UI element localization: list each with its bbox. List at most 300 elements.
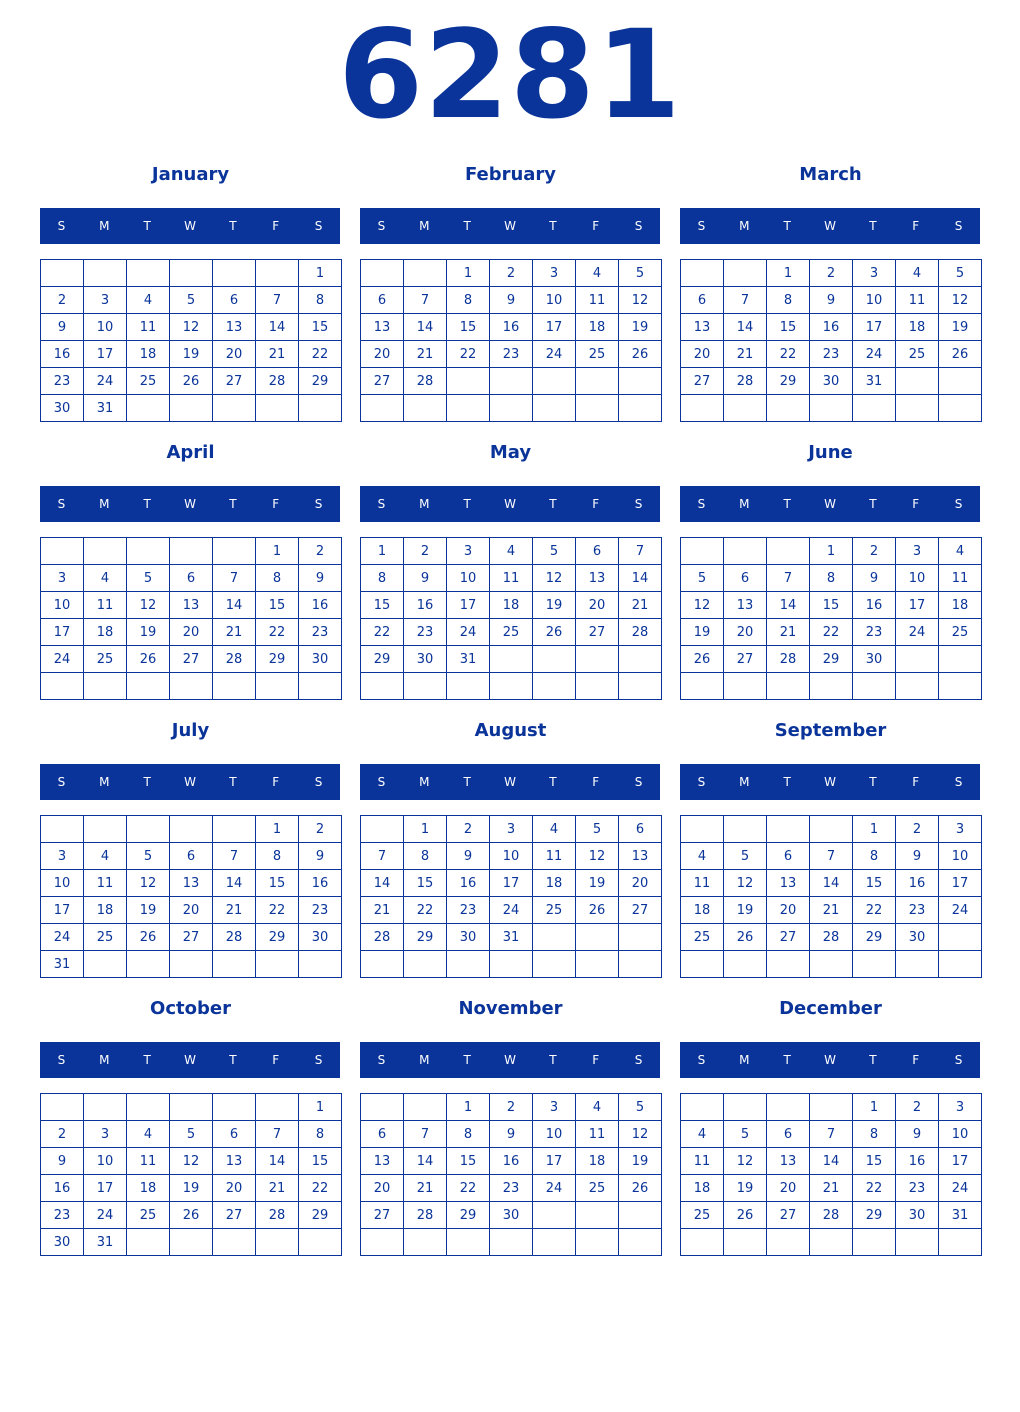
- day-cell: 19: [681, 619, 724, 646]
- day-cell: 12: [127, 870, 170, 897]
- day-cell: 5: [170, 1121, 213, 1148]
- week-row: [681, 619, 982, 646]
- day-cell: 6: [767, 843, 810, 870]
- day-cell: 28: [256, 1202, 299, 1229]
- empty-day-cell: [533, 924, 576, 951]
- day-cell: 12: [170, 314, 213, 341]
- empty-day-cell: [896, 673, 939, 700]
- week-row: [41, 1094, 342, 1121]
- week-row: [41, 287, 342, 314]
- empty-day-cell: [490, 673, 533, 700]
- week-row: [681, 1202, 982, 1229]
- day-cell: 4: [84, 565, 127, 592]
- day-cell: 24: [939, 1175, 982, 1202]
- day-cell: 6: [170, 565, 213, 592]
- week-row: [41, 1175, 342, 1202]
- day-cell: 9: [41, 314, 84, 341]
- day-cell: 13: [170, 870, 213, 897]
- weekday-label: W: [504, 497, 516, 511]
- day-cell: 10: [447, 565, 490, 592]
- day-cell: 27: [724, 646, 767, 673]
- day-cell: 8: [767, 287, 810, 314]
- weekday-label: M: [739, 775, 750, 789]
- day-cell: 31: [490, 924, 533, 951]
- empty-day-cell: [724, 260, 767, 287]
- day-cell: 28: [213, 924, 256, 951]
- empty-day-cell: [170, 673, 213, 700]
- day-cell: 27: [576, 619, 619, 646]
- week-row: [681, 870, 982, 897]
- day-cell: 16: [490, 1148, 533, 1175]
- day-cell: 14: [213, 592, 256, 619]
- empty-day-cell: [299, 951, 342, 978]
- weekday-label: M: [739, 219, 750, 233]
- weekday-label: M: [419, 219, 430, 233]
- day-cell: 10: [853, 287, 896, 314]
- week-row: [681, 646, 982, 673]
- day-cell: 30: [41, 395, 84, 422]
- week-row: [41, 1229, 342, 1256]
- day-grid: [680, 259, 982, 422]
- empty-day-cell: [127, 395, 170, 422]
- day-cell: 10: [84, 314, 127, 341]
- weekday-label: W: [504, 219, 516, 233]
- day-cell: 25: [127, 368, 170, 395]
- weekday-label: W: [184, 497, 196, 511]
- empty-day-cell: [767, 951, 810, 978]
- weekday-label: F: [592, 775, 600, 789]
- weekday-label: W: [504, 775, 516, 789]
- week-row: [681, 897, 982, 924]
- weekday-label: W: [824, 1053, 836, 1067]
- day-cell: 21: [810, 1175, 853, 1202]
- day-cell: 14: [361, 870, 404, 897]
- weekday-label: S: [697, 1053, 706, 1067]
- day-cell: 9: [853, 565, 896, 592]
- day-cell: 29: [256, 646, 299, 673]
- day-cell: 14: [213, 870, 256, 897]
- empty-day-cell: [447, 951, 490, 978]
- day-cell: 25: [127, 1202, 170, 1229]
- day-cell: 15: [810, 592, 853, 619]
- week-row: [361, 538, 662, 565]
- day-cell: 24: [41, 924, 84, 951]
- week-row: [681, 287, 982, 314]
- day-cell: 19: [533, 592, 576, 619]
- day-cell: 11: [84, 592, 127, 619]
- day-cell: 20: [619, 870, 662, 897]
- day-cell: 17: [41, 897, 84, 924]
- day-cell: 20: [361, 1175, 404, 1202]
- week-row: [361, 341, 662, 368]
- day-cell: 13: [361, 314, 404, 341]
- week-row: [361, 287, 662, 314]
- empty-day-cell: [576, 395, 619, 422]
- day-cell: 21: [361, 897, 404, 924]
- day-cell: 30: [299, 646, 342, 673]
- day-cell: 6: [576, 538, 619, 565]
- day-cell: 28: [361, 924, 404, 951]
- day-cell: 26: [170, 1202, 213, 1229]
- week-row: [681, 816, 982, 843]
- day-cell: 12: [170, 1148, 213, 1175]
- weekday-label: F: [272, 219, 280, 233]
- day-cell: 20: [724, 619, 767, 646]
- empty-day-cell: [767, 1094, 810, 1121]
- day-cell: 22: [256, 897, 299, 924]
- week-row: [41, 816, 342, 843]
- empty-day-cell: [619, 673, 662, 700]
- day-cell: 17: [490, 870, 533, 897]
- week-row: [41, 951, 342, 978]
- weekday-label: T: [869, 775, 877, 789]
- day-cell: 30: [896, 924, 939, 951]
- weekday-label: M: [99, 775, 110, 789]
- month-title: June: [808, 442, 853, 463]
- day-cell: 31: [939, 1202, 982, 1229]
- weekday-label: T: [549, 219, 557, 233]
- weekday-label: S: [697, 775, 706, 789]
- empty-day-cell: [896, 395, 939, 422]
- day-cell: 25: [490, 619, 533, 646]
- day-cell: 24: [41, 646, 84, 673]
- weekday-header: [360, 764, 660, 800]
- empty-day-cell: [576, 1229, 619, 1256]
- day-cell: 8: [853, 843, 896, 870]
- week-row: [41, 1148, 342, 1175]
- day-cell: 6: [213, 287, 256, 314]
- empty-day-cell: [767, 1229, 810, 1256]
- empty-day-cell: [213, 816, 256, 843]
- day-cell: 13: [576, 565, 619, 592]
- weekday-label: S: [954, 497, 963, 511]
- day-cell: 21: [619, 592, 662, 619]
- day-cell: 5: [619, 260, 662, 287]
- day-cell: 5: [127, 843, 170, 870]
- empty-day-cell: [576, 924, 619, 951]
- week-row: [361, 592, 662, 619]
- day-cell: 15: [361, 592, 404, 619]
- week-row: [361, 673, 662, 700]
- day-cell: 17: [533, 314, 576, 341]
- day-cell: 23: [41, 368, 84, 395]
- empty-day-cell: [490, 368, 533, 395]
- weekday-label: T: [869, 1053, 877, 1067]
- day-cell: 23: [299, 897, 342, 924]
- week-row: [41, 260, 342, 287]
- weekday-label: S: [954, 219, 963, 233]
- day-cell: 17: [533, 1148, 576, 1175]
- empty-day-cell: [447, 395, 490, 422]
- week-row: [681, 565, 982, 592]
- weekday-label: F: [272, 1053, 280, 1067]
- day-cell: 11: [127, 1148, 170, 1175]
- day-cell: 10: [41, 870, 84, 897]
- day-cell: 18: [533, 870, 576, 897]
- day-cell: 6: [681, 287, 724, 314]
- day-cell: 3: [939, 1094, 982, 1121]
- day-cell: 11: [490, 565, 533, 592]
- day-cell: 9: [490, 287, 533, 314]
- day-cell: 15: [404, 870, 447, 897]
- empty-day-cell: [810, 951, 853, 978]
- day-cell: 5: [939, 260, 982, 287]
- day-cell: 14: [810, 1148, 853, 1175]
- day-cell: 13: [619, 843, 662, 870]
- month-title: May: [489, 442, 532, 463]
- empty-day-cell: [256, 1229, 299, 1256]
- weekday-label: T: [783, 1053, 791, 1067]
- weekday-label: T: [143, 497, 151, 511]
- day-cell: 22: [361, 619, 404, 646]
- empty-day-cell: [127, 538, 170, 565]
- empty-day-cell: [361, 260, 404, 287]
- empty-day-cell: [681, 538, 724, 565]
- empty-day-cell: [84, 673, 127, 700]
- day-cell: 27: [213, 368, 256, 395]
- week-row: [361, 1229, 662, 1256]
- day-cell: 20: [170, 619, 213, 646]
- day-cell: 8: [256, 843, 299, 870]
- day-cell: 3: [447, 538, 490, 565]
- day-cell: 14: [767, 592, 810, 619]
- month-title: July: [171, 720, 210, 741]
- weekday-label: F: [592, 497, 600, 511]
- day-cell: 17: [853, 314, 896, 341]
- empty-day-cell: [767, 538, 810, 565]
- empty-day-cell: [170, 395, 213, 422]
- empty-day-cell: [576, 951, 619, 978]
- day-cell: 9: [299, 565, 342, 592]
- day-cell: 9: [447, 843, 490, 870]
- week-row: [681, 395, 982, 422]
- empty-day-cell: [213, 1229, 256, 1256]
- day-cell: 16: [490, 314, 533, 341]
- week-row: [681, 924, 982, 951]
- day-cell: 24: [896, 619, 939, 646]
- week-row: [681, 260, 982, 287]
- day-cell: 21: [213, 619, 256, 646]
- empty-day-cell: [127, 951, 170, 978]
- day-cell: 4: [576, 1094, 619, 1121]
- day-cell: 9: [810, 287, 853, 314]
- weekday-header: [680, 1042, 980, 1078]
- day-cell: 30: [810, 368, 853, 395]
- week-row: [41, 673, 342, 700]
- day-cell: 3: [896, 538, 939, 565]
- empty-day-cell: [619, 368, 662, 395]
- day-cell: 28: [724, 368, 767, 395]
- weekday-label: S: [57, 775, 66, 789]
- weekday-label: M: [739, 497, 750, 511]
- week-row: [361, 897, 662, 924]
- day-cell: 2: [853, 538, 896, 565]
- empty-day-cell: [619, 1229, 662, 1256]
- day-cell: 17: [447, 592, 490, 619]
- empty-day-cell: [619, 646, 662, 673]
- empty-day-cell: [361, 1094, 404, 1121]
- empty-day-cell: [619, 951, 662, 978]
- week-row: [681, 1094, 982, 1121]
- month-title: April: [166, 442, 215, 463]
- day-cell: 25: [533, 897, 576, 924]
- day-cell: 4: [939, 538, 982, 565]
- week-row: [361, 843, 662, 870]
- weekday-label: F: [272, 497, 280, 511]
- weekday-label: S: [57, 1053, 66, 1067]
- day-cell: 16: [810, 314, 853, 341]
- day-cell: 25: [681, 924, 724, 951]
- year-title: 6281: [338, 4, 682, 146]
- day-cell: 31: [853, 368, 896, 395]
- day-cell: 23: [896, 1175, 939, 1202]
- week-row: [41, 538, 342, 565]
- day-cell: 6: [170, 843, 213, 870]
- week-row: [41, 395, 342, 422]
- day-cell: 19: [619, 1148, 662, 1175]
- day-cell: 13: [681, 314, 724, 341]
- weekday-label: T: [229, 1053, 237, 1067]
- day-cell: 26: [619, 1175, 662, 1202]
- day-cell: 28: [619, 619, 662, 646]
- weekday-label: S: [377, 497, 386, 511]
- empty-day-cell: [170, 1229, 213, 1256]
- day-cell: 2: [299, 538, 342, 565]
- empty-day-cell: [576, 368, 619, 395]
- empty-day-cell: [256, 260, 299, 287]
- empty-day-cell: [361, 816, 404, 843]
- empty-day-cell: [170, 816, 213, 843]
- day-cell: 7: [256, 1121, 299, 1148]
- day-cell: 16: [41, 1175, 84, 1202]
- week-row: [361, 646, 662, 673]
- empty-day-cell: [681, 395, 724, 422]
- weekday-label: M: [99, 497, 110, 511]
- weekday-header: [360, 208, 660, 244]
- day-cell: 12: [127, 592, 170, 619]
- day-cell: 8: [810, 565, 853, 592]
- weekday-label: M: [99, 219, 110, 233]
- weekday-header: [40, 764, 340, 800]
- empty-day-cell: [41, 260, 84, 287]
- empty-day-cell: [619, 924, 662, 951]
- day-cell: 7: [810, 1121, 853, 1148]
- day-cell: 3: [41, 565, 84, 592]
- day-cell: 24: [939, 897, 982, 924]
- day-cell: 8: [853, 1121, 896, 1148]
- day-cell: 17: [84, 341, 127, 368]
- empty-day-cell: [533, 368, 576, 395]
- month-title: December: [779, 998, 882, 1019]
- day-cell: 3: [84, 287, 127, 314]
- day-cell: 23: [896, 897, 939, 924]
- weekday-label: S: [314, 775, 323, 789]
- weekday-label: T: [229, 497, 237, 511]
- day-grid: [40, 815, 342, 978]
- weekday-label: T: [783, 775, 791, 789]
- empty-day-cell: [810, 816, 853, 843]
- empty-day-cell: [896, 1229, 939, 1256]
- day-cell: 3: [939, 816, 982, 843]
- empty-day-cell: [767, 395, 810, 422]
- day-cell: 14: [404, 314, 447, 341]
- day-grid: [40, 259, 342, 422]
- day-cell: 7: [724, 287, 767, 314]
- day-cell: 29: [256, 924, 299, 951]
- day-cell: 29: [299, 368, 342, 395]
- empty-day-cell: [533, 395, 576, 422]
- weekday-label: W: [184, 775, 196, 789]
- day-cell: 18: [127, 1175, 170, 1202]
- empty-day-cell: [404, 1229, 447, 1256]
- day-cell: 27: [361, 1202, 404, 1229]
- empty-day-cell: [724, 395, 767, 422]
- day-cell: 23: [299, 619, 342, 646]
- day-cell: 28: [404, 368, 447, 395]
- day-cell: 20: [576, 592, 619, 619]
- week-row: [41, 843, 342, 870]
- day-cell: 28: [213, 646, 256, 673]
- empty-day-cell: [404, 673, 447, 700]
- day-cell: 29: [404, 924, 447, 951]
- weekday-label: F: [272, 775, 280, 789]
- day-grid: [360, 259, 662, 422]
- day-cell: 9: [490, 1121, 533, 1148]
- empty-day-cell: [619, 395, 662, 422]
- day-cell: 23: [490, 1175, 533, 1202]
- day-cell: 11: [681, 870, 724, 897]
- day-grid: [360, 1093, 662, 1256]
- weekday-label: W: [184, 1053, 196, 1067]
- day-cell: 9: [299, 843, 342, 870]
- weekday-label: S: [377, 1053, 386, 1067]
- day-cell: 25: [896, 341, 939, 368]
- day-cell: 28: [404, 1202, 447, 1229]
- weekday-label: S: [634, 1053, 643, 1067]
- day-cell: 21: [404, 341, 447, 368]
- week-row: [41, 592, 342, 619]
- day-cell: 27: [619, 897, 662, 924]
- day-cell: 12: [619, 287, 662, 314]
- day-cell: 15: [256, 592, 299, 619]
- day-cell: 27: [767, 924, 810, 951]
- day-cell: 26: [127, 646, 170, 673]
- empty-day-cell: [447, 1229, 490, 1256]
- weekday-label: T: [463, 497, 471, 511]
- week-row: [681, 341, 982, 368]
- day-cell: 19: [939, 314, 982, 341]
- day-cell: 15: [767, 314, 810, 341]
- weekday-label: M: [99, 1053, 110, 1067]
- empty-day-cell: [810, 673, 853, 700]
- day-cell: 2: [41, 1121, 84, 1148]
- day-cell: 18: [127, 341, 170, 368]
- week-row: [41, 897, 342, 924]
- day-cell: 26: [533, 619, 576, 646]
- weekday-label: T: [463, 1053, 471, 1067]
- empty-day-cell: [533, 646, 576, 673]
- day-cell: 19: [724, 897, 767, 924]
- empty-day-cell: [404, 260, 447, 287]
- day-cell: 5: [724, 1121, 767, 1148]
- day-cell: 23: [490, 341, 533, 368]
- day-cell: 21: [213, 897, 256, 924]
- weekday-label: S: [954, 775, 963, 789]
- day-cell: 1: [447, 260, 490, 287]
- day-cell: 9: [41, 1148, 84, 1175]
- empty-day-cell: [213, 951, 256, 978]
- empty-day-cell: [256, 951, 299, 978]
